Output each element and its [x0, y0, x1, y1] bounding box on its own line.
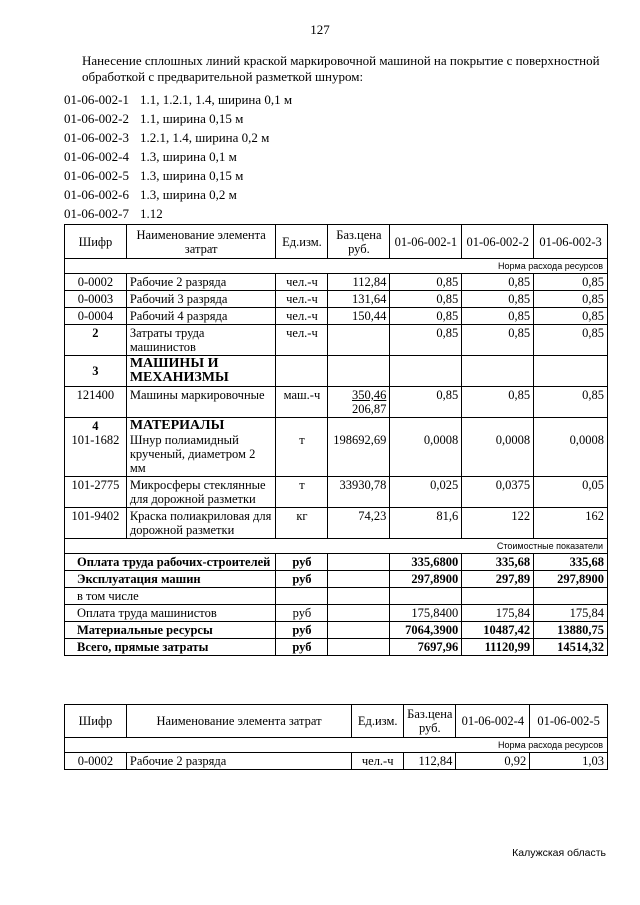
row-value-2: 0,85 [462, 387, 534, 418]
section-number [65, 418, 127, 477]
footer-region: Калужская область [512, 847, 606, 859]
row-name [126, 418, 276, 477]
row-value-2: 0,0375 [462, 477, 534, 508]
cost-name: Эксплуатация машин [65, 571, 276, 588]
cost-value-2: 297,89 [462, 571, 534, 588]
row-code: 101-9402 [65, 508, 127, 539]
code-id: 01-06-002-3 [64, 130, 129, 145]
norm-label-row [65, 259, 608, 274]
row-code: 0-0002 [65, 274, 127, 291]
empty-cell [328, 571, 390, 588]
code-item [64, 185, 292, 204]
section-intro: Нанесение сплошных линий краской маркировочной машиной на покрытие с поверхностной обработкой с предварительной разметкой шнуром: [82, 53, 600, 84]
code-desc: 1.3, ширина 0,2 м [140, 187, 237, 202]
header-price: Баз.цена руб. [328, 225, 390, 259]
header-code: Шифр [65, 705, 127, 738]
cost-value-2: 10487,42 [462, 622, 534, 639]
row-unit: чел.-ч [276, 308, 328, 325]
table-row [65, 274, 608, 291]
header-unit: Ед.изм. [276, 225, 328, 259]
code-item [64, 204, 292, 223]
row-value-3: 0,85 [534, 325, 608, 356]
table-row [65, 477, 608, 508]
row-value-3: 0,85 [534, 291, 608, 308]
empty-cell [328, 622, 390, 639]
section-title: МАШИНЫ И МЕХАНИЗМЫ [126, 356, 276, 387]
row-unit: чел.-ч [352, 753, 404, 770]
empty-cell [328, 356, 390, 387]
code-desc: 1.3, ширина 0,15 м [140, 168, 244, 183]
cost-name: Всего, прямые затраты [65, 639, 276, 656]
section-row [65, 418, 608, 477]
row-value-3: 0,85 [534, 387, 608, 418]
cost-row [65, 554, 608, 571]
cost-value-2: 11120,99 [462, 639, 534, 656]
code-desc: 1.2.1, 1.4, ширина 0,2 м [140, 130, 270, 145]
row-value-4: 0,92 [456, 753, 530, 770]
row-price: 74,23 [328, 508, 390, 539]
row-price: 112,84 [404, 753, 456, 770]
row-code: 121400 [65, 387, 127, 418]
cost-name: Оплата труда рабочих-строителей [65, 554, 276, 571]
norm-label-row [65, 738, 608, 753]
row-name: Затраты труда машинистов [126, 325, 276, 356]
row-name: Рабочие 2 разряда [126, 753, 351, 770]
row-value-1: 0,85 [390, 325, 462, 356]
table-row [65, 753, 608, 770]
row-value-3: 162 [534, 508, 608, 539]
cost-unit: руб [276, 639, 328, 656]
code-id: 01-06-002-2 [64, 111, 129, 126]
section-number: 3 [65, 356, 127, 387]
row-price [328, 387, 390, 418]
table-row [65, 508, 608, 539]
code-desc: 1.1, 1.2.1, 1.4, ширина 0,1 м [140, 92, 293, 107]
header-name: Наименование элемента затрат [126, 705, 351, 738]
empty-cell [462, 356, 534, 387]
row-value-text: 0,0008 [495, 433, 531, 447]
header-price: Баз.цена руб. [404, 705, 456, 738]
header-col-5: 01-06-002-5 [530, 705, 608, 738]
cost-unit: руб [276, 605, 328, 622]
row-unit [276, 418, 328, 477]
empty-cell [534, 588, 608, 605]
row-name-text: Шнур полиамидный крученый, диаметром 2 мм [129, 433, 256, 475]
cost-value-1: 175,8400 [390, 605, 462, 622]
code-id: 01-06-002-7 [64, 206, 129, 221]
row-price: 131,64 [328, 291, 390, 308]
cost-row [65, 622, 608, 639]
cost-row-total [65, 639, 608, 656]
empty-cell [328, 588, 390, 605]
row-unit-text: т [299, 433, 305, 447]
cost-unit: руб [276, 554, 328, 571]
row-value-1: 0,85 [390, 274, 462, 291]
cost-value-3: 175,84 [534, 605, 608, 622]
header-code: Шифр [65, 225, 127, 259]
header-col-2: 01-06-002-2 [462, 225, 534, 259]
row-value-text: 0,0008 [423, 433, 459, 447]
cost-value-3: 14514,32 [534, 639, 608, 656]
code-item [64, 166, 292, 185]
row-value-1: 0,85 [390, 308, 462, 325]
cost-label-row [65, 539, 608, 554]
row-price [328, 325, 390, 356]
table-header-row [65, 225, 608, 259]
cost-value-1: 7697,96 [390, 639, 462, 656]
cost-unit: руб [276, 622, 328, 639]
row-name: Рабочий 4 разряда [126, 308, 276, 325]
row-code: 101-1682 [71, 433, 120, 447]
header-col-1: 01-06-002-1 [390, 225, 462, 259]
section-row [65, 356, 608, 387]
row-value-3 [534, 418, 608, 477]
cost-row [65, 588, 608, 605]
row-value-3: 0,85 [534, 274, 608, 291]
row-name: Машины маркировочные [126, 387, 276, 418]
cost-value-2: 335,68 [462, 554, 534, 571]
norm-label: Норма расхода ресурсов [65, 738, 608, 753]
row-name: Микросферы стеклянные для дорожной разметки [126, 477, 276, 508]
row-price: 150,44 [328, 308, 390, 325]
header-unit: Ед.изм. [352, 705, 404, 738]
resource-table [64, 224, 608, 656]
row-price [328, 418, 390, 477]
code-desc: 1.3, ширина 0,1 м [140, 149, 237, 164]
cost-unit: руб [276, 571, 328, 588]
row-price: 112,84 [328, 274, 390, 291]
empty-cell [328, 605, 390, 622]
empty-cell [276, 356, 328, 387]
cost-name: в том числе [65, 588, 276, 605]
empty-cell [390, 356, 462, 387]
row-value-2: 0,85 [462, 325, 534, 356]
price-secondary: 206,87 [352, 402, 387, 416]
cost-value-3: 335,68 [534, 554, 608, 571]
row-unit: чел.-ч [276, 291, 328, 308]
cost-value-1: 297,8900 [390, 571, 462, 588]
empty-cell [534, 356, 608, 387]
row-value-1: 0,85 [390, 387, 462, 418]
empty-cell [328, 639, 390, 656]
row-value-1: 0,025 [390, 477, 462, 508]
row-value-3: 0,05 [534, 477, 608, 508]
row-unit: т [276, 477, 328, 508]
table-row [65, 291, 608, 308]
row-code: 2 [65, 325, 127, 356]
row-value-1 [390, 418, 462, 477]
row-value-2 [462, 418, 534, 477]
code-item [64, 109, 292, 128]
price-primary: 350,46 [352, 388, 387, 402]
cost-value-3: 13880,75 [534, 622, 608, 639]
table-row [65, 387, 608, 418]
row-value-1: 81,6 [390, 508, 462, 539]
norm-label: Норма расхода ресурсов [65, 259, 608, 274]
cost-name: Материальные ресурсы [65, 622, 276, 639]
row-name: Краска полиакриловая для дорожной разметки [126, 508, 276, 539]
row-value-5: 1,03 [530, 753, 608, 770]
row-value-2: 122 [462, 508, 534, 539]
table-header-row [65, 705, 608, 738]
empty-cell [276, 588, 328, 605]
cost-row [65, 571, 608, 588]
empty-cell [390, 588, 462, 605]
row-value-2: 0,85 [462, 274, 534, 291]
code-id: 01-06-002-5 [64, 168, 129, 183]
row-unit: чел.-ч [276, 274, 328, 291]
table-row [65, 308, 608, 325]
row-code: 101-2775 [65, 477, 127, 508]
section-title: МАТЕРИАЛЫ [129, 418, 225, 433]
row-name: Рабочие 2 разряда [126, 274, 276, 291]
header-col-3: 01-06-002-3 [534, 225, 608, 259]
section-number-text: 4 [92, 419, 99, 433]
code-item [64, 90, 292, 109]
code-id: 01-06-002-1 [64, 92, 129, 107]
row-code: 0-0003 [65, 291, 127, 308]
header-col-4: 01-06-002-4 [456, 705, 530, 738]
row-unit: кг [276, 508, 328, 539]
row-price-text: 198692,69 [333, 433, 387, 447]
empty-cell [462, 588, 534, 605]
row-unit: маш.-ч [276, 387, 328, 418]
row-value-text: 0,0008 [569, 433, 604, 447]
row-name: Рабочий 3 разряда [126, 291, 276, 308]
code-item [64, 147, 292, 166]
cost-name: Оплата труда машинистов [65, 605, 276, 622]
row-price: 33930,78 [328, 477, 390, 508]
row-unit: чел.-ч [276, 325, 328, 356]
empty-cell [328, 554, 390, 571]
cost-row [65, 605, 608, 622]
cost-value-3: 297,8900 [534, 571, 608, 588]
row-value-2: 0,85 [462, 308, 534, 325]
row-value-3: 0,85 [534, 308, 608, 325]
row-value-2: 0,85 [462, 291, 534, 308]
cost-label: Стоимостные показатели [65, 539, 608, 554]
table-row [65, 325, 608, 356]
resource-table-2 [64, 704, 608, 770]
cost-value-1: 7064,3900 [390, 622, 462, 639]
code-item [64, 128, 292, 147]
row-code: 0-0002 [65, 753, 127, 770]
row-value-1: 0,85 [390, 291, 462, 308]
code-id: 01-06-002-4 [64, 149, 129, 164]
code-desc: 1.12 [140, 206, 163, 221]
header-name: Наименование элемента затрат [126, 225, 276, 259]
code-desc: 1.1, ширина 0,15 м [140, 111, 244, 126]
code-list [64, 90, 292, 223]
code-id: 01-06-002-6 [64, 187, 129, 202]
cost-value-1: 335,6800 [390, 554, 462, 571]
cost-value-2: 175,84 [462, 605, 534, 622]
row-code: 0-0004 [65, 308, 127, 325]
page-number: 127 [310, 22, 330, 37]
